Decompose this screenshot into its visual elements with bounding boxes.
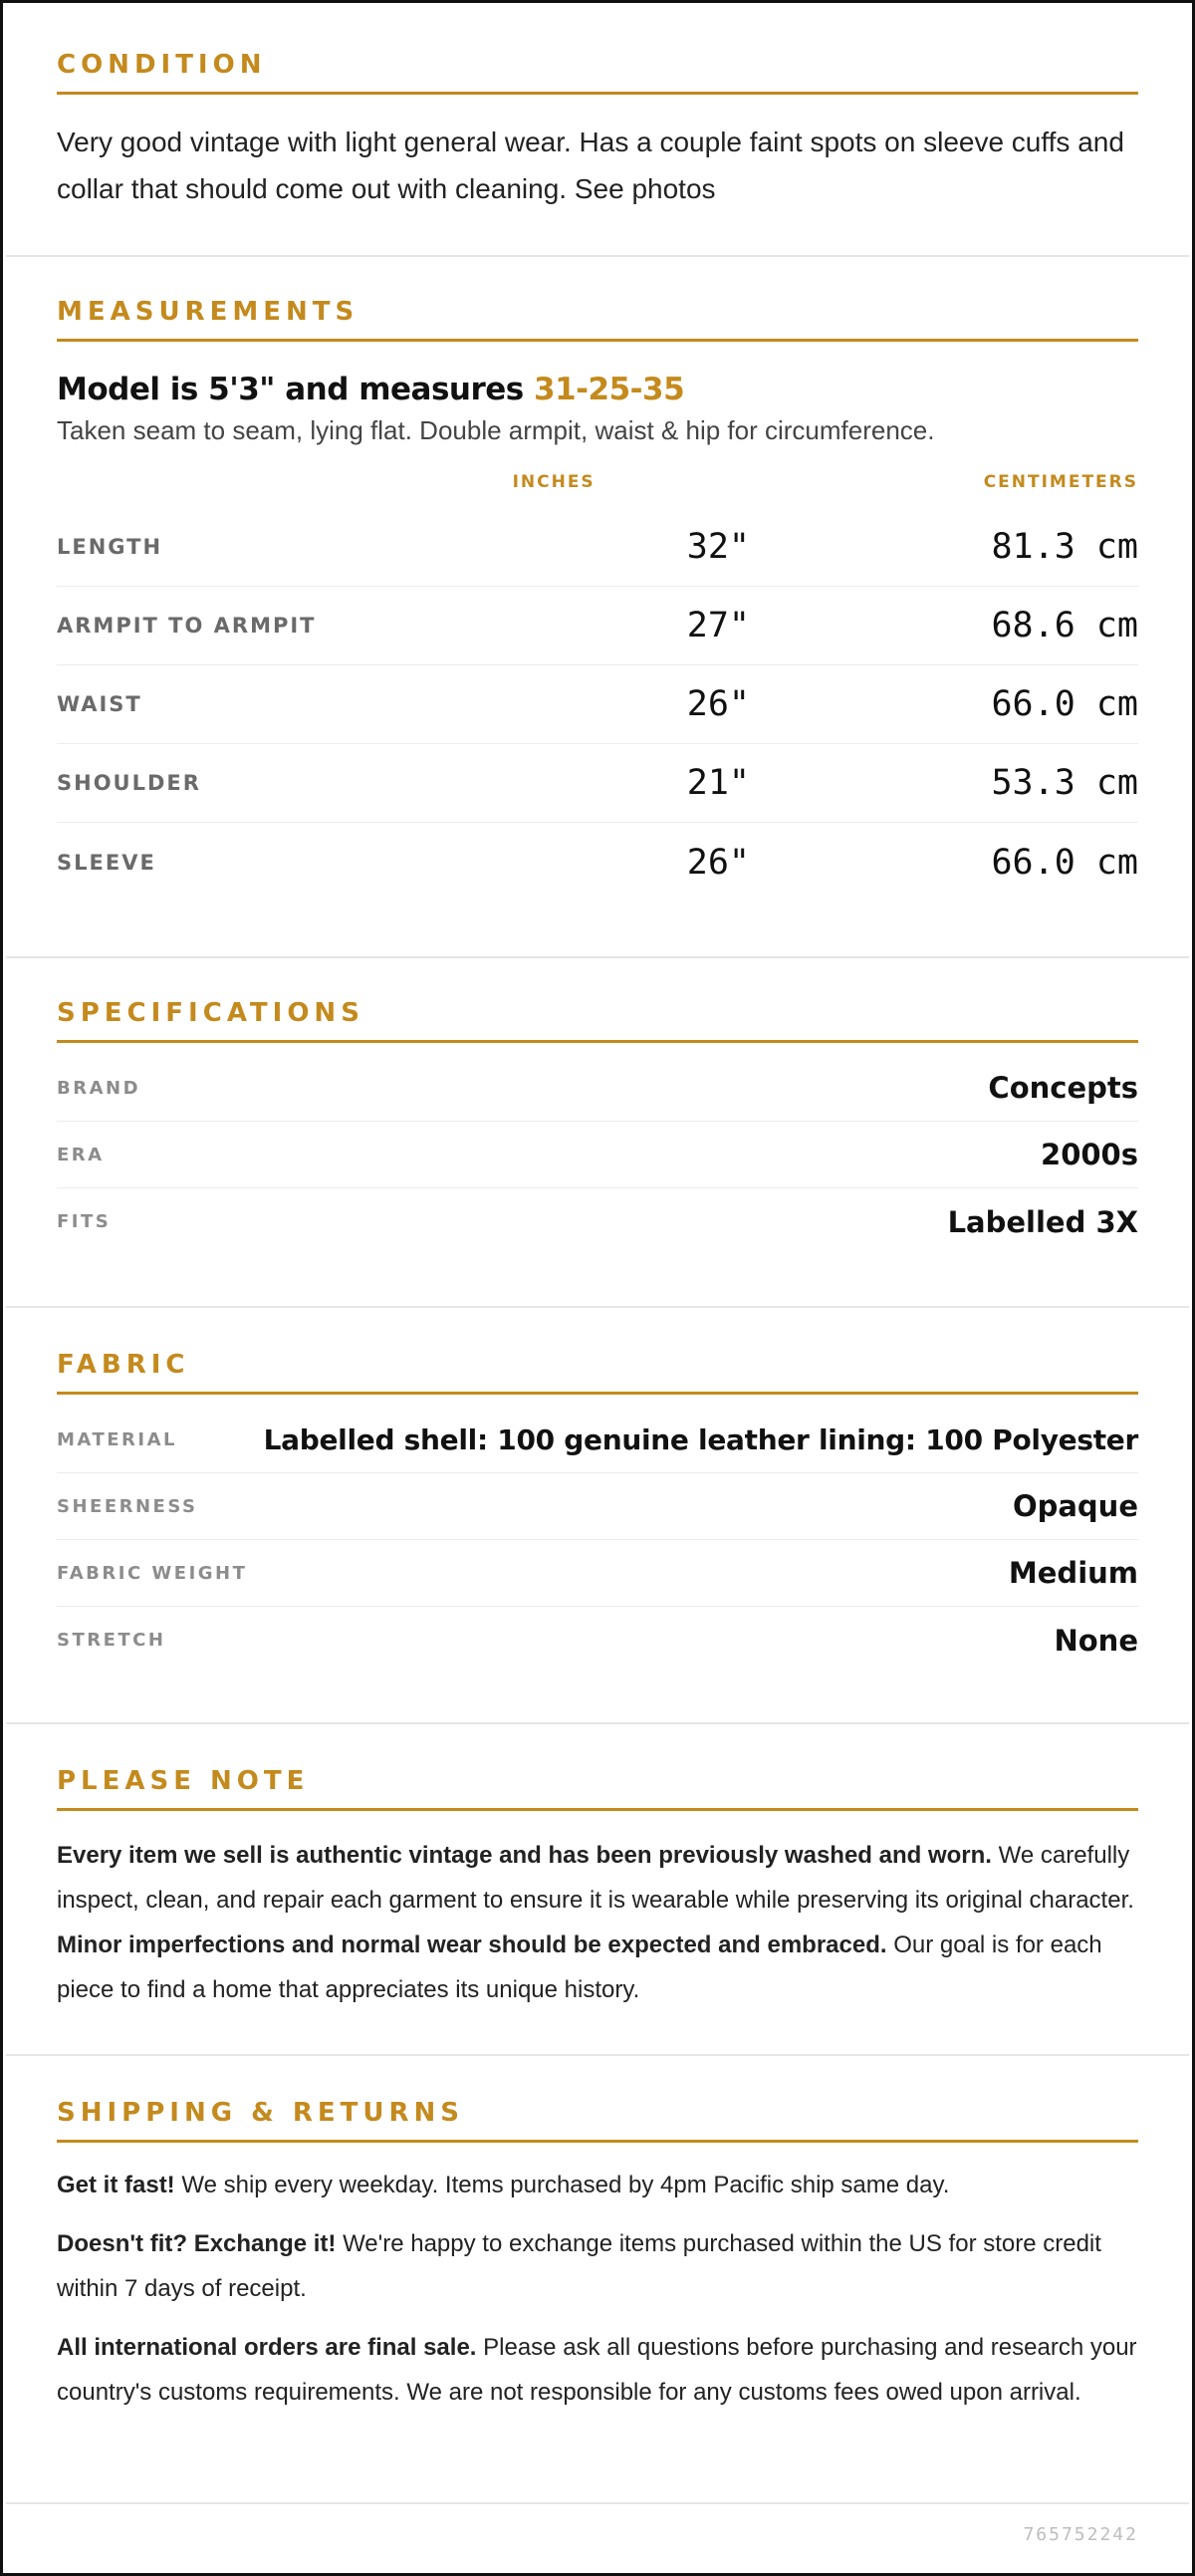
please-note-text (57, 1833, 1138, 2012)
spec-label: BRAND (57, 1077, 141, 1099)
measurement-label: SLEEVE (57, 850, 156, 875)
fabric-heading: FABRIC (57, 1350, 1138, 1395)
note-text-goal: Our goal is for each piece to find a home that appreciates its unique history. (57, 1932, 1102, 2003)
model-measures-value: 31-25-35 (534, 372, 685, 407)
measurement-cm: 53.3 cm (991, 763, 1138, 803)
shipping-detail: Please ask all questions before purchasing and research your country's customs requirements. We are not responsible for any customs fees owed upon arrival. (57, 2334, 1137, 2406)
measurement-cm: 81.3 cm (991, 527, 1138, 567)
centimeters-column-header: CENTIMETERS (983, 472, 1138, 492)
condition-section (6, 6, 1189, 257)
shipping-bold: All international orders are final sale. (57, 2334, 477, 2361)
inches-column-header: INCHES (512, 472, 596, 492)
measurement-label: LENGTH (57, 535, 163, 559)
fabric-value: Medium (1008, 1556, 1138, 1590)
measurements-heading: MEASUREMENTS (57, 297, 1138, 342)
listing-id: 765752242 (1023, 2524, 1138, 2545)
measurement-row-shoulder (57, 744, 1138, 823)
measurement-label: SHOULDER (57, 771, 201, 795)
measurement-cm: 66.0 cm (991, 842, 1138, 883)
shipping-bold: Get it fast! (57, 2172, 175, 2198)
measurement-inches: 26" (686, 684, 750, 724)
fabric-label: FABRIC WEIGHT (57, 1562, 248, 1584)
please-note-section (6, 1724, 1189, 2056)
measurement-inches: 32" (686, 527, 750, 567)
measurement-row-waist (57, 665, 1138, 744)
spec-row-fits (57, 1188, 1138, 1255)
shipping-detail: We ship every weekday. Items purchased by 4pm Pacific ship same day. (174, 2172, 950, 2198)
shipping-text (57, 2163, 1138, 2415)
shipping-paragraph-international (57, 2325, 1138, 2415)
measurement-row-length (57, 508, 1138, 587)
spec-value: Labelled 3X (947, 1204, 1138, 1239)
measurement-row-sleeve (57, 823, 1138, 902)
specifications-list (57, 1055, 1138, 1255)
shipping-paragraph-exchange (57, 2221, 1138, 2311)
measurements-section (6, 257, 1189, 958)
fabric-label: STRETCH (57, 1630, 166, 1651)
condition-text: Very good vintage with light general wear. Has a couple faint spots on sleeve cuffs and collar that should come out with cleaning. See photos (57, 127, 1124, 204)
shipping-heading: SHIPPING & RETURNS (57, 2098, 1138, 2143)
shipping-detail: We're happy to exchange items purchased within the US for store credit within 7 days of receipt. (57, 2230, 1101, 2302)
note-text-inspect: We carefully inspect, clean, and repair each garment to ensure it is wearable while preserving its original character. (57, 1842, 1134, 1914)
fabric-row-sheerness (57, 1473, 1138, 1540)
specifications-section (6, 958, 1189, 1308)
fabric-label: SHEERNESS (57, 1495, 198, 1517)
spec-row-era (57, 1122, 1138, 1188)
fabric-value: Labelled shell: 100 genuine leather lining: 100 Polyester (263, 1422, 1138, 1456)
measurement-label: ARMPIT TO ARMPIT (57, 614, 317, 638)
measurement-label: WAIST (57, 692, 142, 716)
fabric-row-material (57, 1407, 1138, 1473)
specifications-heading: SPECIFICATIONS (57, 998, 1138, 1043)
please-note-heading: PLEASE NOTE (57, 1766, 1138, 1811)
measurement-inches: 21" (686, 763, 750, 803)
fabric-row-weight (57, 1540, 1138, 1607)
measurement-cm: 68.6 cm (991, 606, 1138, 645)
fabric-list (57, 1407, 1138, 1674)
shipping-bold: Doesn't fit? Exchange it! (57, 2230, 337, 2257)
spec-label: ERA (57, 1144, 105, 1165)
model-prefix: Model is 5'3" and measures (57, 372, 535, 407)
measurement-column-headers (57, 472, 1138, 508)
measurement-cm: 66.0 cm (991, 684, 1138, 724)
spec-value: 2000s (1041, 1138, 1138, 1171)
note-bold-authentic: Every item we sell is authentic vintage and has been previously washed and worn. (57, 1842, 992, 1869)
measurement-table (57, 508, 1138, 902)
note-bold-imperfections: Minor imperfections and normal wear should be expected and embraced. (57, 1932, 887, 1958)
fabric-section (6, 1308, 1189, 1724)
spec-value: Concepts (988, 1071, 1138, 1105)
fabric-value: Opaque (1012, 1489, 1138, 1523)
measurement-row-armpit (57, 587, 1138, 665)
model-measurements (57, 372, 1138, 407)
spec-label: FITS (57, 1211, 112, 1232)
fabric-value: None (1054, 1623, 1138, 1658)
shipping-section (6, 2056, 1189, 2504)
shipping-paragraph-fast (57, 2163, 1138, 2207)
measurement-inches: 27" (686, 606, 750, 645)
spec-row-brand (57, 1055, 1138, 1122)
measurement-inches: 26" (686, 842, 750, 883)
measurement-note: Taken seam to seam, lying flat. Double armpit, waist & hip for circumference. (57, 415, 935, 445)
condition-heading: CONDITION (57, 50, 1138, 95)
fabric-row-stretch (57, 1607, 1138, 1674)
fabric-label: MATERIAL (57, 1428, 177, 1450)
